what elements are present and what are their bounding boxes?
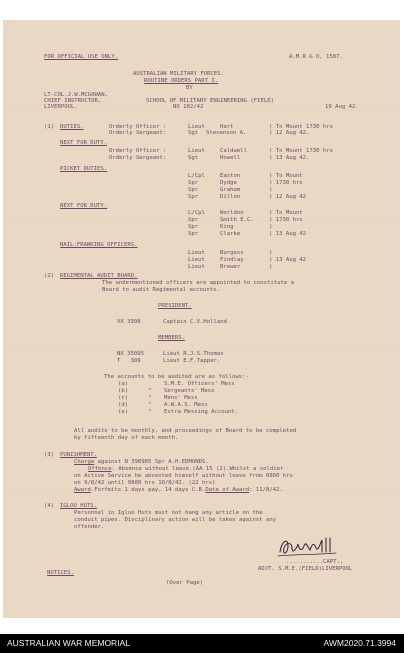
audit-instructions: All audits to be monthly, and proceedings of Board to be completed xyxy=(74,428,297,434)
name: Stevenson A. xyxy=(206,130,247,136)
rank: Sgt xyxy=(188,155,199,161)
orderly-sergeant-label: Orderly Sergeant: xyxy=(109,155,167,161)
name: Hart xyxy=(220,124,234,130)
school-name: SCHOOL OF MILITARY ENGINEERING (FIELD) xyxy=(146,98,274,104)
offence-label: Offence xyxy=(88,466,112,472)
document-reference: A.M.R & O, 1587. xyxy=(289,54,343,60)
name: Findlay xyxy=(220,257,244,263)
section-number: (3) xyxy=(44,452,55,458)
account-letter: (d) xyxy=(118,402,129,408)
audit-instructions: by fifteenth day of each month. xyxy=(74,435,179,441)
rank: Lieut xyxy=(188,257,205,263)
ditto-mark: " xyxy=(148,388,152,394)
account-letter: (a) xyxy=(118,381,129,387)
rank: L/Cpl xyxy=(188,210,205,216)
rank: Spr xyxy=(188,194,199,200)
document-title: AUSTRALIAN MILITARY FORCES. xyxy=(133,71,224,77)
member-name: Lieut R.J.S.Thomas xyxy=(163,351,224,357)
notices-heading: NOTICES. xyxy=(47,570,74,576)
charge-label: Charge xyxy=(74,459,95,465)
orderly-officer-label: Orderly Officer : xyxy=(109,148,167,154)
duty-note: ) 13 Aug 42 xyxy=(269,257,307,263)
handwritten-signature xyxy=(276,534,348,560)
footer-source: AUSTRALIAN WAR MEMORIAL xyxy=(7,638,130,648)
officer-role: CHIEF INSTRUCTOR, xyxy=(44,98,102,104)
rank: Sgt xyxy=(188,130,199,136)
charge-text: against N 390905 Spr A.H.EDMONDS. xyxy=(94,459,209,465)
name: Burgess xyxy=(220,250,244,256)
duty-note: ) To Mount xyxy=(269,210,303,216)
duty-note: ) 1730 hrs xyxy=(269,217,303,223)
paper-line xyxy=(3,220,400,221)
duty-note: ) To Mount xyxy=(269,173,303,179)
rank: Spr xyxy=(188,217,199,223)
rank: Lieut xyxy=(188,124,205,130)
official-use-label: FOR OFFICIAL USE ONLY. xyxy=(44,54,119,60)
name: Brewer xyxy=(220,264,241,270)
audit-board-heading: REGIMENTAL AUDIT BOARD. xyxy=(60,273,138,279)
over-page: (Over Page) xyxy=(166,580,204,586)
offence-detail: on 9/8/42 until 0800 hrs 10/8/42. (22 hrs) xyxy=(74,480,216,486)
members-heading: MEMBERS. xyxy=(158,335,185,341)
igloo-huts-heading: IGLOO HUTS. xyxy=(60,503,98,509)
account-letter: (b) xyxy=(118,388,129,394)
punishment-heading: PUNISHMENT. xyxy=(60,452,98,458)
orderly-sergeant-label: Orderly Sergeant: xyxy=(109,130,167,136)
member-name: Lieut E.F.Tapper. xyxy=(163,358,221,364)
ditto-mark: " xyxy=(148,402,152,408)
charge-line xyxy=(74,459,209,465)
rank: L/Cpl xyxy=(188,173,205,179)
name: Easton xyxy=(220,173,241,179)
duty-note: ) xyxy=(269,187,273,193)
award-date: : 11/8/42. xyxy=(249,487,283,493)
name: Howell xyxy=(220,155,241,161)
rank: Spr xyxy=(188,231,199,237)
duty-note: ) xyxy=(269,250,273,256)
next-for-duty-heading: NEXT FOR DUTY. xyxy=(60,203,108,209)
name: Clarke xyxy=(220,231,241,237)
award-text: .Forfeits 1 days pay, 14 days C.B. xyxy=(90,487,206,493)
rank: Lieut xyxy=(188,264,205,270)
igloo-text: Personnel in Igloo Huts must not hang any article on the xyxy=(74,510,263,516)
rank: Lieut xyxy=(188,250,205,256)
president-number: VX 3998 xyxy=(117,319,141,325)
igloo-text: offender. xyxy=(74,524,105,530)
section-number: (2) xyxy=(44,273,55,279)
duty-note: ) 12 Aug 42 xyxy=(269,194,307,200)
award-label: Award xyxy=(74,487,91,493)
account-name: S.M.E. Officers' Mess xyxy=(164,381,235,387)
duty-note: ) 13 Aug 42. xyxy=(269,155,310,161)
next-for-duty-heading: NEXT FOR DUTY. xyxy=(60,140,108,146)
officer-name: LT-COL.J.W.MCGOWAN, xyxy=(44,92,108,98)
signature-capt: ...........CAPT., xyxy=(286,559,344,565)
duty-note: ) xyxy=(269,224,273,230)
order-number: NO 182/42 xyxy=(173,104,204,110)
order-date: 19 Aug 42. xyxy=(325,104,359,110)
offence-text: . Absence without leave.(AA 15 (2).Whilst a soldier xyxy=(111,466,284,472)
igloo-text: conduit pipes. Disciplinary action will be taken against any xyxy=(74,517,277,523)
audit-board-text: Board to audit Regimental accounts. xyxy=(102,287,220,293)
picket-duties-heading: PICKET DUTIES. xyxy=(60,166,108,172)
rank: Spr xyxy=(188,224,199,230)
duty-note: ) xyxy=(269,264,273,270)
member-number: T 389 xyxy=(117,358,141,364)
member-number: NX 35095 xyxy=(117,351,144,357)
offence-detail: on Active Service he absented himself without leave from 0800 hrs xyxy=(74,473,293,479)
account-letter: (c) xyxy=(118,395,129,401)
name: Dydge xyxy=(220,180,237,186)
president-name: Captain C.V.Holland xyxy=(163,319,227,325)
signature-adjt: ADJT. S.M.E.(FIELD)LIVERPOOL xyxy=(258,566,353,572)
officer-place: LIVERPOOL. xyxy=(44,104,78,110)
audit-board-text: The undermentioned officers are appointed to constitute a xyxy=(102,280,294,286)
ditto-mark: " xyxy=(148,409,152,415)
footer-id: AWM2020.71.3994 xyxy=(323,638,396,648)
rank: Spr xyxy=(188,187,199,193)
account-name: A.W.A.S. Mess xyxy=(164,402,208,408)
orderly-officer-label: Orderly Officer : xyxy=(109,124,167,130)
name: King xyxy=(220,224,234,230)
by-label: BY xyxy=(186,85,193,91)
account-name: Sergeants' Mess xyxy=(164,388,215,394)
nail-franking-heading: NAIL:FRANKING OFFICERS. xyxy=(60,242,138,248)
name: Caldwell xyxy=(220,148,247,154)
offence-line xyxy=(88,466,283,472)
president-heading: PRESIDENT. xyxy=(158,303,192,309)
rank: Lieut xyxy=(188,148,205,154)
archive-footer xyxy=(0,634,404,653)
paper-line xyxy=(3,110,400,111)
account-name: Extra Messing Account. xyxy=(164,409,239,415)
duty-note: ) To Mount 1730 hrs xyxy=(269,148,333,154)
duties-heading: DUTIES. xyxy=(60,124,84,130)
name: Dillon xyxy=(220,194,241,200)
award-line xyxy=(74,487,283,493)
duty-note: ) To Mount 1730 hrs xyxy=(269,124,333,130)
name: Smith E.C. xyxy=(220,217,254,223)
duty-note: ) 12 Aug 42. xyxy=(269,130,310,136)
section-number: (4) xyxy=(44,503,55,509)
award-date-label: Date of Award xyxy=(205,487,250,493)
section-number: (1) xyxy=(44,124,55,130)
document-subtitle: ROUTINE ORDERS PART I. xyxy=(144,78,219,84)
account-name: Mens' Mess xyxy=(164,395,198,401)
account-letter: (e) xyxy=(118,409,129,415)
name: Graham xyxy=(220,187,241,193)
duty-note: ) 1730 hrs xyxy=(269,180,303,186)
ditto-mark: " xyxy=(148,395,152,401)
accounts-intro: The accounts to be audited are as follows:- xyxy=(104,374,249,380)
duty-note: ) 13 Aug 42 xyxy=(269,231,307,237)
rank: Spr xyxy=(188,180,199,186)
name: Worldon xyxy=(220,210,244,216)
